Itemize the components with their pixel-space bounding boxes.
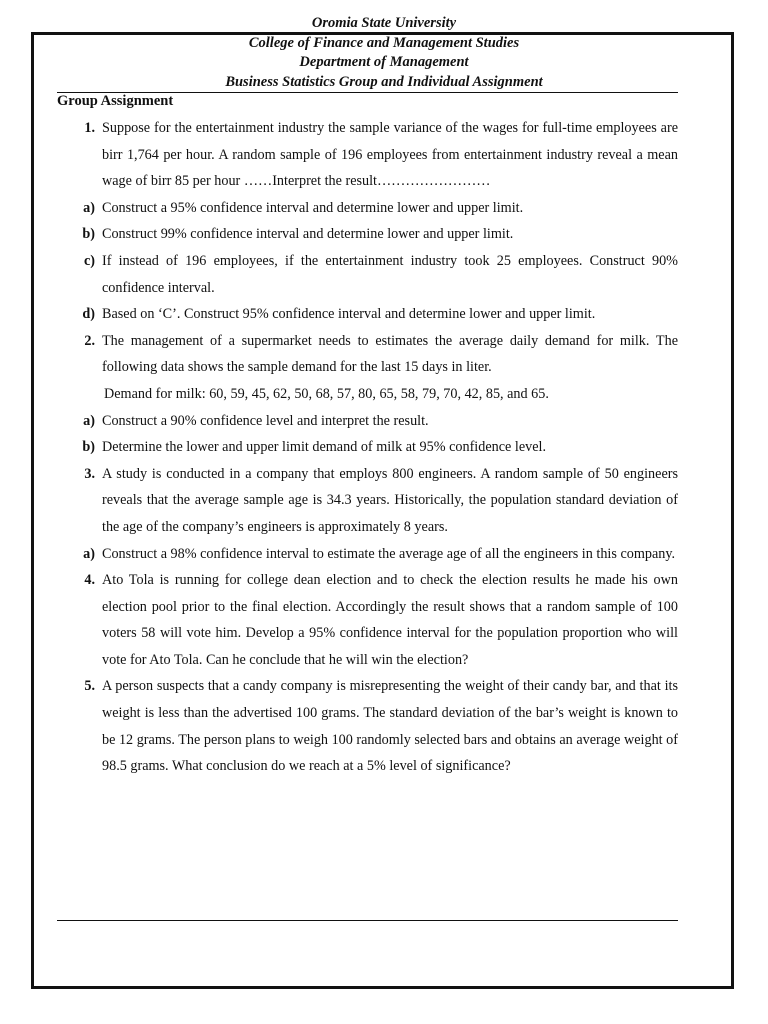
question-text: Based on ‘C’. Construct 95% confidence interval and determine lower and upper limit. bbox=[102, 306, 596, 323]
question-marker: c) bbox=[83, 252, 95, 269]
course-title: Business Statistics Group and Individual Assignment bbox=[225, 73, 543, 90]
question-marker: 1. bbox=[84, 120, 95, 136]
section-title: Group Assignment bbox=[57, 93, 174, 109]
question-text: Determine the lower and upper limit demand of milk at 95% confidence level. bbox=[102, 439, 546, 456]
question-marker: a) bbox=[83, 199, 95, 216]
question-text: A person suspects that a candy company is misrepresenting the weight of their candy bar, and that its weight is less than the advertised 100 grams. The standard deviation of the bar’s weight is known to be 12 grams. The person plans to weigh 100 randomly selected bars and obtains an average weight of 98.5 grams. What conclusion do we reach at a 5% level of significance? bbox=[102, 678, 678, 775]
question-marker: a) bbox=[83, 412, 95, 429]
question-list bbox=[57, 115, 678, 780]
question-1b bbox=[57, 221, 678, 248]
question-2b bbox=[57, 434, 678, 461]
question-text: Ato Tola is running for college dean election and to check the election results he made his own election pool prior to the final election. Accordingly the result shows that a random sample of 100 voters 58 will vote him. Develop a 95% confidence interval for the population proportion who will vote for Ato Tola. Can he conclude that he will win the election? bbox=[102, 572, 678, 668]
question-marker: b) bbox=[82, 439, 95, 456]
question-1a bbox=[57, 195, 678, 222]
department-name: Department of Management bbox=[299, 54, 469, 70]
question-text: Construct a 90% confidence level and interpret the result. bbox=[102, 412, 429, 429]
question-marker: 5. bbox=[84, 678, 95, 695]
question-1c bbox=[57, 248, 678, 301]
question-marker: 2. bbox=[84, 332, 95, 349]
question-3 bbox=[57, 461, 678, 541]
question-2a bbox=[57, 408, 678, 435]
question-marker: 3. bbox=[84, 465, 95, 482]
question-text: Suppose for the entertainment industry the sample variance of the wages for full-time employees are birr 1,764 per hour. A random sample of 196 employees from entertainment industry reveal a mean wage of birr 85 per hour ……Interpret the result…………………… bbox=[102, 120, 678, 190]
milk-demand-data: Demand for milk: 60, 59, 45, 62, 50, 68, 57, 80, 65, 58, 79, 70, 42, 85, and 65. bbox=[104, 385, 549, 402]
question-text: A study is conducted in a company that employs 800 engineers. A random sample of 50 engineers reveals that the average sample age is 34.3 years. Historically, the population standard deviation of the age of the company’s engineers is approximately 8 years. bbox=[102, 465, 678, 535]
question-2 bbox=[57, 328, 678, 381]
question-text: The management of a supermarket needs to estimates the average daily demand for milk. The following data shows the sample demand for the last 15 days in liter. bbox=[102, 332, 678, 376]
question-text: If instead of 196 employees, if the entertainment industry took 25 employees. Construct 90% confidence interval. bbox=[102, 252, 678, 296]
document-header bbox=[0, 14, 768, 92]
question-text: Construct a 98% confidence interval to estimate the average age of all the engineers in this company. bbox=[102, 545, 676, 562]
question-marker: a) bbox=[83, 545, 95, 562]
question-marker: b) bbox=[82, 226, 95, 243]
question-marker: d) bbox=[82, 306, 95, 323]
question-1 bbox=[57, 115, 678, 195]
question-text: Construct 99% confidence interval and determine lower and upper limit. bbox=[102, 226, 514, 243]
question-marker: 4. bbox=[84, 572, 95, 589]
question-4 bbox=[57, 567, 678, 673]
question-5 bbox=[57, 673, 678, 779]
footer-divider bbox=[57, 920, 678, 921]
university-name: Oromia State University bbox=[311, 15, 457, 31]
question-text: Construct a 95% confidence interval and determine lower and upper limit. bbox=[102, 199, 524, 216]
college-name: College of Finance and Management Studies bbox=[248, 34, 520, 51]
question-3a bbox=[57, 541, 678, 568]
question-1d bbox=[57, 301, 678, 328]
